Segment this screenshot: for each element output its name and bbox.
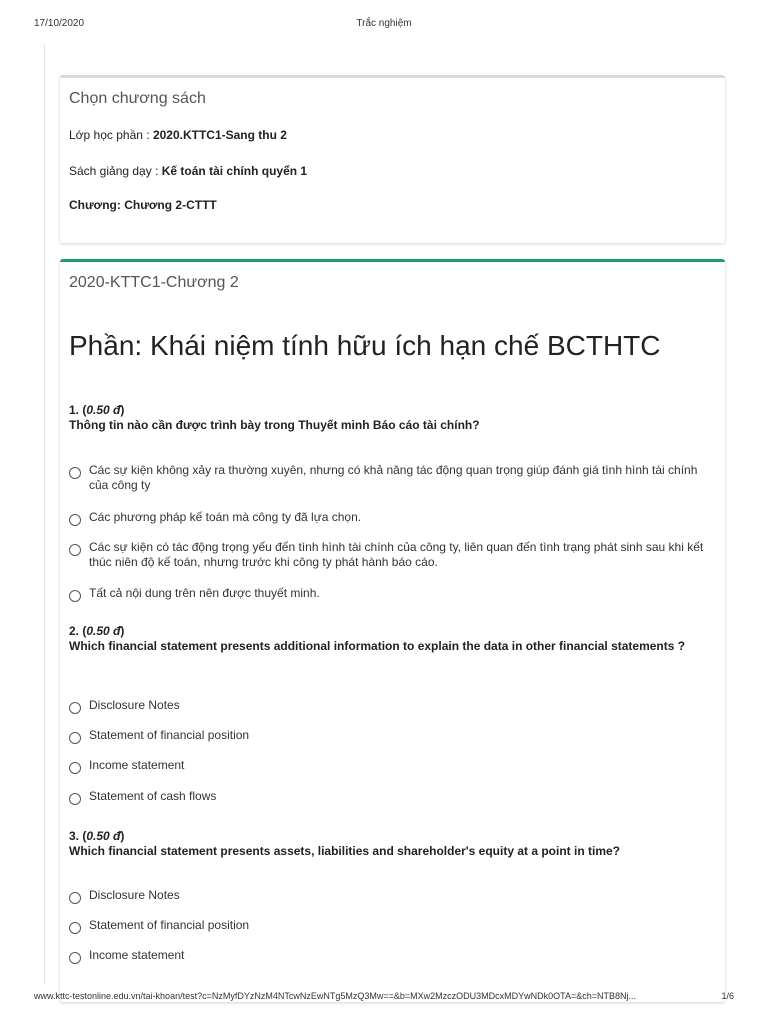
class-info	[69, 128, 287, 142]
question-points: 0.50 đ	[86, 403, 121, 417]
class-value: 2020.KTTC1-Sang thu 2	[152, 128, 287, 142]
question-points: 0.50 đ	[86, 829, 121, 843]
answer-option[interactable]	[69, 758, 709, 774]
section-title: Phần: Khái niệm tính hữu ích hạn chế BCTHTC	[69, 330, 661, 361]
option-label: Các sự kiện không xảy ra thường xuyên, nhưng có khả năng tác động quan trọng giúp đánh giá tình hình tài chính của công ty	[89, 463, 698, 492]
page-number: 1/6	[721, 991, 734, 1001]
book-label: Sách giảng dạy :	[69, 164, 162, 178]
question-1	[69, 403, 709, 600]
print-title: Trắc nghiệm	[356, 18, 412, 29]
option-label: Các sự kiện có tác động trọng yếu đến tình hình tài chính của công ty, liên quan đến tình trạng phát sinh sau khi kết thúc niên độ kế toán, nhưng trước khi công ty phát hành báo cáo.	[89, 540, 704, 569]
radio-button[interactable]	[69, 544, 81, 556]
chapter-info	[69, 198, 217, 212]
chapter-value: Chương 2-CTTT	[124, 198, 217, 212]
answer-option[interactable]	[69, 948, 709, 964]
answer-option[interactable]	[69, 918, 709, 934]
radio-button[interactable]	[69, 892, 81, 904]
radio-button[interactable]	[69, 702, 81, 714]
radio-button[interactable]	[69, 922, 81, 934]
option-label: Statement of financial position	[89, 728, 250, 742]
print-date: 17/10/2020	[34, 18, 85, 29]
print-footer	[0, 991, 768, 1005]
question-header: 1. (0.50 đ)	[69, 403, 125, 417]
print-url: www.kttc-testonline.edu.vn/tai-khoan/test?c=NzMyfDYzNzM4NTcwNzEwNTg5MzQ3Mw==&b=MXw2MzczODU3MDcxMDYwNDk0OTA=&ch=NTB8Nj...	[34, 991, 636, 1001]
answer-option[interactable]	[69, 510, 709, 526]
radio-button[interactable]	[69, 793, 81, 805]
option-label: Tất cả nội dung trên nên được thuyết minh.	[89, 586, 320, 600]
book-value: Kế toán tài chính quyển 1	[161, 164, 308, 178]
chapter-label: Chương:	[69, 198, 125, 212]
radio-button[interactable]	[69, 514, 81, 526]
answer-option[interactable]	[69, 698, 709, 714]
book-info	[69, 164, 307, 178]
quiz-card-title: 2020-KTTC1-Chương 2	[69, 274, 239, 291]
option-label: Statement of cash flows	[89, 789, 217, 803]
option-label: Disclosure Notes	[89, 888, 180, 902]
option-label: Income statement	[89, 948, 185, 962]
answer-option[interactable]	[69, 586, 709, 602]
answer-option[interactable]	[69, 463, 709, 493]
question-text: Thông tin nào cần được trình bày trong Thuyết minh Báo cáo tài chính?	[69, 418, 480, 432]
radio-button[interactable]	[69, 732, 81, 744]
option-label: Disclosure Notes	[89, 698, 180, 712]
left-rail	[44, 44, 45, 984]
option-label: Các phương pháp kế toán mà công ty đã lựa chọn.	[89, 510, 362, 524]
radio-button[interactable]	[69, 467, 81, 479]
radio-button[interactable]	[69, 590, 81, 602]
question-text: Which financial statement presents assets, liabilities and shareholder's equity at a point in time?	[69, 844, 620, 858]
question-2	[69, 624, 709, 803]
print-header	[0, 18, 768, 32]
chapter-select-card	[60, 75, 725, 243]
radio-button[interactable]	[69, 762, 81, 774]
option-label: Income statement	[89, 758, 185, 772]
answer-option[interactable]	[69, 728, 709, 744]
answer-option[interactable]	[69, 540, 709, 570]
quiz-card	[60, 259, 725, 1002]
question-header: 2. (0.50 đ)	[69, 624, 125, 638]
question-header: 3. (0.50 đ)	[69, 829, 125, 843]
option-label: Statement of financial position	[89, 918, 250, 932]
chapter-card-title: Chọn chương sách	[69, 90, 206, 107]
question-points: 0.50 đ	[86, 624, 121, 638]
class-label: Lớp học phần :	[69, 128, 153, 142]
radio-button[interactable]	[69, 952, 81, 964]
answer-option[interactable]	[69, 888, 709, 904]
answer-option[interactable]	[69, 789, 709, 805]
question-3	[69, 829, 709, 962]
question-text: Which financial statement presents additional information to explain the data in other financial statements ?	[69, 639, 686, 653]
